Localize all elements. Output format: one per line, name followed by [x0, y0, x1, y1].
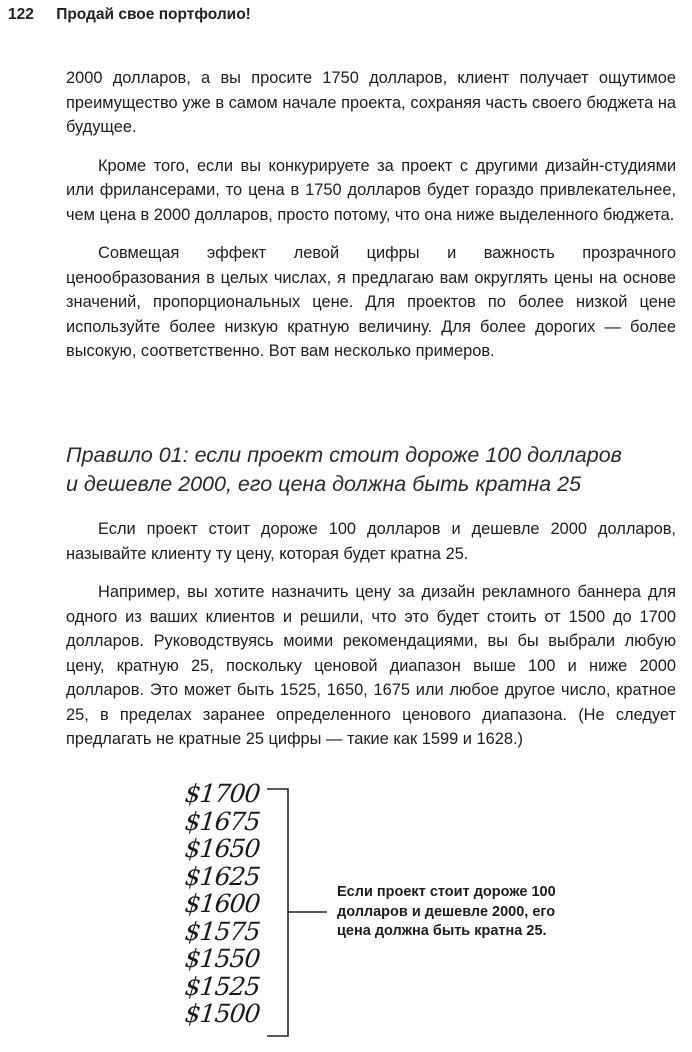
paragraph: Совмещая эффект левой цифры и важность прозрачного ценообразования в целых числах, я предлагаю вам округлять цены на основе значений, пропорциональных цене. Для проектов по более низкой цене используйте более низкую кратную величину. Для более дорогих — более высокую, соответственно. Вот вам несколько примеров. — [66, 244, 676, 360]
price-item: $1675 — [183, 806, 262, 836]
price-item: $1500 — [183, 999, 262, 1028]
paragraph: Кроме того, если вы конкурируете за проект с другими дизайн-студиями или фрилансерами, то цена в 1750 долларов будет гораздо привлекательнее, чем цена в 2000 долларов, просто потому, что она ниже выделенного бюджета. — [66, 156, 676, 224]
paragraph: Например, вы хотите назначить цену за дизайн рекламного баннера для одного из ваших клиентов и решили, что это будет стоить от 1500 до 1700 долларов. Руководствуясь моими рекомендациями, вы бы выбрали любую цену, кратную 25, поскольку ценовой диапазон выше 100 и ниже 2000 долларов. Это может быть 1525, 1650, 1675 или любое другое число, кратное 25, в пределах заранее определенного ценового диапазона. (Не следует предлагать не кратные 25 цифры — такие как 1599 и 1628.) — [66, 583, 676, 748]
paragraph: 2000 долларов, а вы просите 1750 долларов, клиент получает ощутимое преимущество уже в самом начале проекта, сохраняя часть своего бюджета на будущее. — [66, 69, 676, 136]
body-text-top — [66, 66, 676, 378]
paragraph: Если проект стоит дороже 100 долларов и дешевле 2000 долларов, называйте клиенту ту цену, которая будет кратна 25. — [66, 520, 676, 563]
body-text-bottom — [66, 517, 676, 766]
rule-heading-line2: и дешевле 2000, его цена должна быть кратна 25 — [66, 472, 581, 496]
rule-heading-line1: Правило 01: если проект стоит дороже 100 долларов — [66, 443, 622, 467]
price-item: $1625 — [183, 861, 262, 891]
page-number: 122 — [8, 6, 34, 23]
figure-caption: Если проект стоит дороже 100 долларов и дешевле 2000, его цена должна быть кратна 25. — [337, 884, 556, 939]
price-item: $1525 — [183, 971, 262, 1001]
price-item: $1575 — [183, 916, 262, 946]
price-item: $1550 — [183, 944, 262, 973]
rule-heading — [66, 441, 666, 499]
price-item: $1700 — [183, 779, 262, 808]
price-figure — [175, 780, 575, 1050]
running-header — [8, 6, 251, 24]
bracket-line — [267, 789, 288, 1036]
book-title: Продай свое портфолио! — [56, 6, 251, 23]
price-item: $1600 — [183, 889, 262, 918]
price-item: $1650 — [183, 834, 262, 863]
